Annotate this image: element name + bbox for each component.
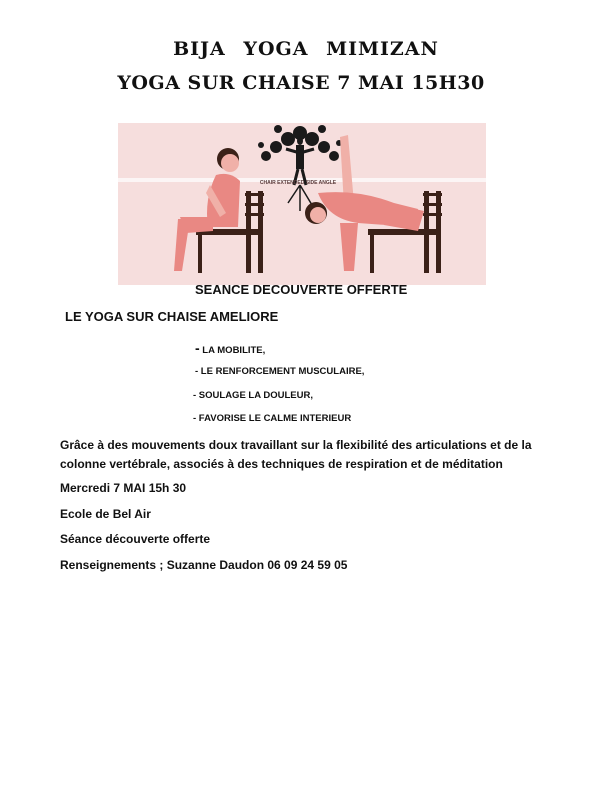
bullet-dash: -	[193, 390, 197, 401]
event-offer: Séance découverte offerte	[60, 532, 211, 546]
event-date: Mercredi 7 MAI 15h 30	[60, 481, 187, 495]
benefits-heading: LE YOGA SUR CHAISE AMELIORE	[65, 309, 279, 324]
benefit-text: FAVORISE LE CALME INTERIEUR	[196, 413, 352, 424]
benefit-item	[195, 340, 265, 356]
benefit-item	[193, 390, 313, 401]
benefit-item	[193, 413, 351, 424]
benefit-text: SOULAGE LA DOULEUR,	[196, 390, 313, 401]
bullet-dash: -	[193, 413, 197, 424]
contact-info: Renseignements ; Suzanne Daudon 06 09 24 59 05	[60, 558, 348, 572]
page-subtitle: YOGA SUR CHAISE 7 MAI 15H30	[117, 72, 485, 94]
page-title: BIJA YOGA MIMIZAN	[173, 38, 439, 60]
offer-banner-text: SEANCE DECOUVERTE OFFERTE	[195, 282, 408, 297]
benefit-item	[195, 366, 364, 377]
bullet-dash: -	[195, 366, 199, 377]
event-place: Ecole de Bel Air	[60, 507, 151, 521]
benefit-text: LA MOBILITE,	[199, 345, 266, 356]
description-paragraph: Grâce à des mouvements doux travaillant sur la flexibilité des articulations et de la colonne vertébrale, associés à des techniques de respiration et de méditation	[60, 438, 532, 471]
yoga-banner-image	[118, 123, 486, 285]
bullet-dash: -	[195, 340, 200, 356]
benefit-text: LE RENFORCEMENT MUSCULAIRE,	[198, 366, 365, 377]
banner-caption: CHAIR EXTENDED SIDE ANGLE	[259, 180, 337, 186]
